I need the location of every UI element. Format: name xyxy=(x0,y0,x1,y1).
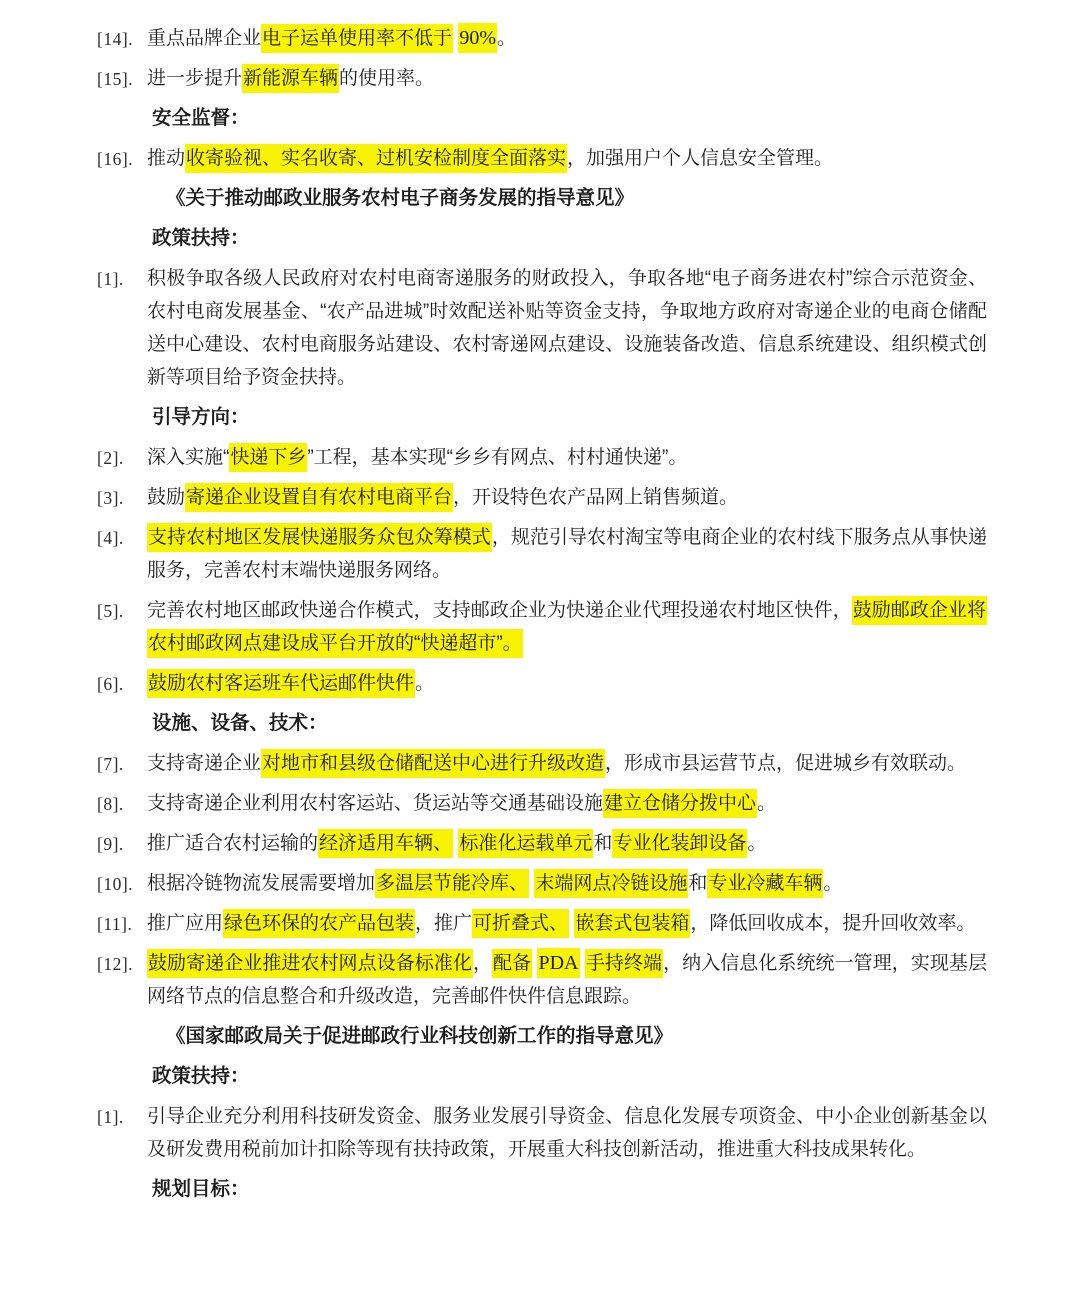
list-item xyxy=(97,481,987,514)
text-run: 的使用率。 xyxy=(339,68,435,89)
text-run: ，规范引导农村淘宝等电商企业的农村线下服务点从事快递服务，完善农村末端快递服务网络。 xyxy=(147,527,987,581)
highlighted-text: 对地市和县级仓储配送中心进行升级改造 xyxy=(261,749,605,778)
list-item xyxy=(97,667,987,700)
text-run: 深入实施“ xyxy=(147,447,230,468)
item-label: [11]. xyxy=(97,914,133,934)
list-item xyxy=(97,142,987,175)
highlighted-text: 建立仓储分拨中心 xyxy=(603,789,757,818)
item-text xyxy=(147,268,987,388)
item-label: [4]. xyxy=(97,528,124,548)
text-run: 和 xyxy=(593,833,613,854)
highlighted-text: 鼓励农村客运班车代运邮件快件 xyxy=(147,669,415,698)
text-run: 。 xyxy=(757,793,777,814)
item-text xyxy=(147,789,776,818)
item-text xyxy=(147,829,766,858)
item-label: [1]. xyxy=(97,1107,124,1127)
highlighted-text: 手持终端 xyxy=(585,949,663,978)
text-run: 。 xyxy=(823,873,843,894)
highlighted-text: PDA xyxy=(537,948,579,978)
text-run: ，加强用户个人信息安全管理。 xyxy=(567,148,834,169)
item-text xyxy=(147,523,987,581)
highlighted-text: 鼓励寄递企业推进农村网点设备标准化 xyxy=(147,949,473,978)
highlighted-text: 嵌套式包装箱 xyxy=(574,909,690,938)
text-run: 根据冷链物流发展需要增加 xyxy=(147,873,376,894)
text-run: 推动 xyxy=(147,148,186,169)
text-run: ， xyxy=(472,953,493,974)
item-label: [16]. xyxy=(97,149,134,169)
item-text xyxy=(147,144,833,173)
text-run: ”工程，基本实现“乡乡有网点、村村通快递”。 xyxy=(307,447,688,468)
item-label: [14]. xyxy=(97,29,134,49)
section-heading: 政策扶持： xyxy=(152,1065,250,1087)
list-item xyxy=(97,787,987,820)
item-text xyxy=(147,1106,987,1160)
text-run: ，开设特色农产品网上销售频道。 xyxy=(453,487,739,508)
item-label: [10]. xyxy=(97,874,134,894)
item-text xyxy=(147,749,966,778)
highlighted-text: 90% xyxy=(458,23,497,53)
list-item xyxy=(97,262,987,394)
text-run: ，降低回收成本，提升回收效率。 xyxy=(690,913,976,934)
item-text xyxy=(147,64,434,93)
list-item xyxy=(97,22,987,55)
text-run: 推广适合农村运输的 xyxy=(147,833,319,854)
text-run: 。 xyxy=(496,28,516,49)
document-title: 《国家邮政局关于促进邮政行业科技创新工作的指导意见》 xyxy=(166,1026,674,1047)
item-label: [7]. xyxy=(97,754,124,774)
text-run: 。 xyxy=(415,673,435,694)
item-text xyxy=(147,596,987,658)
document-title: 《关于推动邮政业服务农村电子商务发展的指导意见》 xyxy=(166,188,635,209)
list-item xyxy=(97,827,987,860)
item-label: [12]. xyxy=(97,954,134,974)
item-label: [3]. xyxy=(97,488,124,508)
item-text xyxy=(147,28,516,49)
item-text xyxy=(147,953,987,1007)
item-text xyxy=(147,869,842,898)
item-text xyxy=(147,669,434,698)
item-label: [15]. xyxy=(97,69,134,89)
highlighted-text: 寄递企业设置自有农村电商平台 xyxy=(185,483,453,512)
list-item xyxy=(97,521,987,587)
highlighted-text: 鼓励邮政企业将农村邮政网点建设成平台开放的“快递超市”。 xyxy=(147,596,987,658)
text-run: 完善农村地区邮政快递合作模式，支持邮政企业为快递企业代理投递农村地区快件， xyxy=(147,600,852,621)
text-run: ，纳入信息化系统统一管理，实现基层网络节点的信息整合和升级改造，完善邮件快件信息跟踪。 xyxy=(147,953,987,1007)
text-run: ，推广 xyxy=(415,913,473,934)
text-run: ，形成市县运营节点，促进城乡有效联动。 xyxy=(605,753,967,774)
section-heading: 设施、设备、技术： xyxy=(152,712,328,734)
highlighted-text: 配备 xyxy=(492,949,532,978)
list-item xyxy=(97,907,987,940)
highlighted-text: 可折叠式、 xyxy=(472,909,569,938)
highlighted-text: 经济适用车辆、 xyxy=(318,829,453,858)
text-run: 。 xyxy=(747,833,767,854)
text-run: 进一步提升 xyxy=(147,68,243,89)
item-label: [1]. xyxy=(97,269,124,289)
item-text xyxy=(147,909,975,938)
text-run: 重点品牌企业 xyxy=(147,28,262,49)
text-run: 积极争取各级人民政府对农村电商寄递服务的财政投入，争取各地“电子商务进农村”综合示范资金、农村电商发展基金、“农产品进城”时效配送补贴等资金支持，争取地方政府对寄递企业的电商仓储配送中心建设、农村电商服务站建设、农村寄递网点建设、设施装备改造、信息系统建设、组织模式创新等项目给予资金扶持。 xyxy=(147,268,987,388)
text-run: 和 xyxy=(688,873,708,894)
text-run: 引导企业充分利用科技研发资金、服务业发展引导资金、信息化发展专项资金、中小企业创新基金以及研发费用税前加计扣除等现有扶持政策，开展重大科技创新活动，推进重大科技成果转化。 xyxy=(147,1106,987,1160)
highlighted-text: 收寄验视、实名收寄、过机安检制度全面落实 xyxy=(185,144,567,173)
item-label: [9]. xyxy=(97,834,124,854)
highlighted-text: 专业冷藏车辆 xyxy=(707,869,823,898)
section-heading: 安全监督： xyxy=(152,107,250,129)
item-label: [5]. xyxy=(97,601,124,621)
highlighted-text: 电子运单使用率不低于 xyxy=(261,24,453,53)
list-item xyxy=(97,441,987,474)
item-label: [8]. xyxy=(97,794,124,814)
highlighted-text: 快递下乡 xyxy=(229,443,307,472)
list-item xyxy=(97,62,987,95)
list-item xyxy=(97,947,987,1013)
highlighted-text: 多温层节能冷库、 xyxy=(375,869,529,898)
highlighted-text: 新能源车辆 xyxy=(242,64,339,93)
section-heading: 规划目标： xyxy=(152,1178,250,1200)
text-run: 支持寄递企业 xyxy=(147,753,262,774)
item-text xyxy=(147,443,687,472)
section-heading: 政策扶持： xyxy=(152,227,250,249)
section-heading: 引导方向： xyxy=(152,406,250,428)
text-run: 推广应用 xyxy=(147,913,224,934)
item-label: [6]. xyxy=(97,674,124,694)
highlighted-text: 支持农村地区发展快递服务众包众筹模式 xyxy=(147,523,492,552)
highlighted-text: 标准化运载单元 xyxy=(458,829,593,858)
list-item xyxy=(97,867,987,900)
highlighted-text: 末端网点冷链设施 xyxy=(534,869,688,898)
highlighted-text: 绿色环保的农产品包装 xyxy=(223,909,415,938)
highlighted-text: 专业化装卸设备 xyxy=(612,829,747,858)
list-item xyxy=(97,1100,987,1166)
text-run: 鼓励 xyxy=(147,487,186,508)
list-item xyxy=(97,747,987,780)
text-run: 支持寄递企业利用农村客运站、货运站等交通基础设施 xyxy=(147,793,604,814)
item-label: [2]. xyxy=(97,448,124,468)
item-text xyxy=(147,483,738,512)
list-item xyxy=(97,594,987,660)
